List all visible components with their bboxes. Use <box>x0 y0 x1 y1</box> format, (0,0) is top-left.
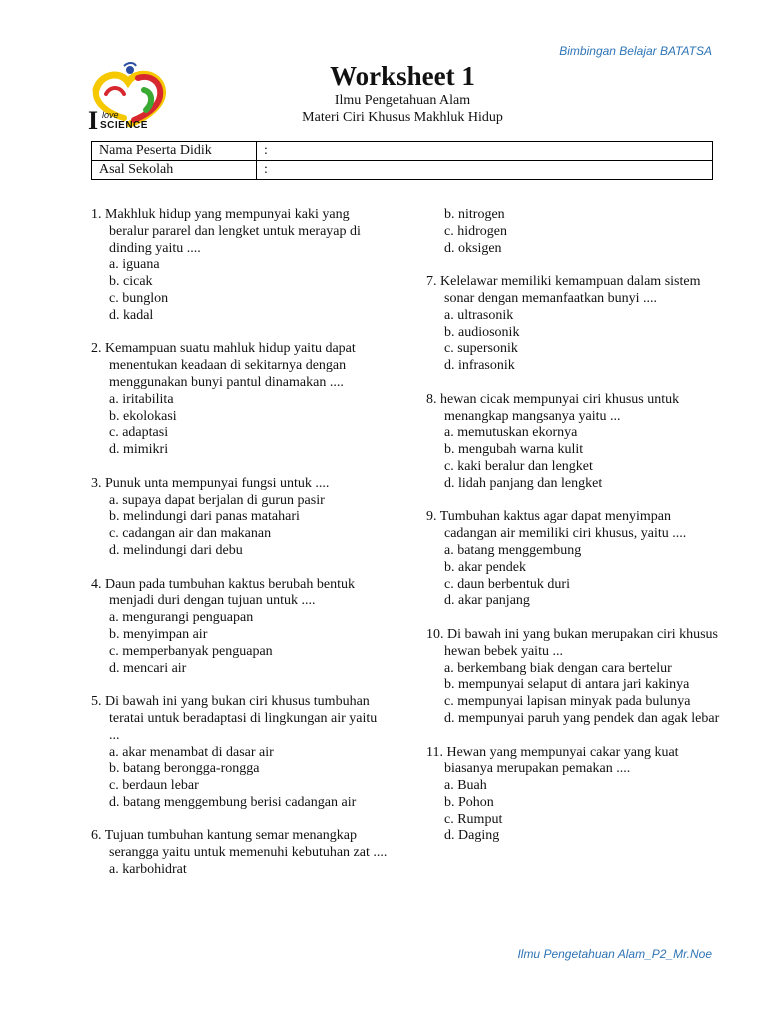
answer-option: d. oksigen <box>444 240 502 256</box>
question-6-continued <box>426 207 726 257</box>
answer-option: b. menyimpan air <box>109 626 208 642</box>
info-value-field[interactable]: : <box>257 161 713 180</box>
header-note: Bimbingan Belajar BATATSA <box>559 44 712 58</box>
question-10 <box>426 627 726 728</box>
subject-subtitle: Ilmu Pengetahuan Alam <box>334 93 471 108</box>
answer-option: c. adaptasi <box>109 425 169 441</box>
answer-option: d. kadal <box>109 307 154 323</box>
answer-option: a. akar menambat di dasar air <box>109 744 274 760</box>
answer-option: c. cadangan air dan makanan <box>109 526 272 542</box>
question-text: 9. Tumbuhan kaktus agar dapat menyimpan cadangan air memiliki ciri khusus, yaitu .... <box>426 509 687 542</box>
answer-option: b. audiosonik <box>444 324 520 340</box>
question-4 <box>91 577 391 678</box>
answer-option: b. ekolokasi <box>109 408 177 424</box>
answer-option: b. akar pendek <box>444 559 527 575</box>
question-6 <box>91 828 391 878</box>
logo-letter: I <box>88 106 99 135</box>
question-5 <box>91 694 391 812</box>
answer-option: d. batang menggembung berisi cadangan air <box>109 794 357 810</box>
answer-option: b. melindungi dari panas matahari <box>109 509 300 525</box>
title-block <box>0 60 768 126</box>
answer-option: b. batang berongga-rongga <box>109 761 260 777</box>
answer-option: d. lidah panjang dan lengket <box>444 475 603 491</box>
logo-science-text: SCIENCE <box>100 120 148 131</box>
info-row-school <box>92 161 713 180</box>
question-text: 7. Kelelawar memiliki kemampuan dalam sistem sonar dengan memanfaatkan bunyi .... <box>426 274 701 306</box>
question-text: 10. Di bawah ini yang bukan merupakan ciri khusus hewan bebek yaitu ... <box>426 626 718 659</box>
info-label: Asal Sekolah <box>92 161 257 180</box>
answer-option: b. Pohon <box>444 794 494 810</box>
answer-option: a. iguana <box>109 257 160 273</box>
answer-option: a. berkembang biak dengan cara bertelur <box>444 660 672 676</box>
info-value-field[interactable]: : <box>257 142 713 161</box>
question-text: 5. Di bawah ini yang bukan ciri khusus tumbuhan teratai untuk beradaptasi di lingkungan air yaitu ... <box>91 694 378 743</box>
questions-left-column <box>91 207 391 896</box>
answer-option: d. Daging <box>444 828 500 844</box>
topic-subtitle: Materi Ciri Khusus Makhluk Hidup <box>302 110 503 125</box>
answer-option: c. supersonik <box>444 341 518 357</box>
answer-option: b. mempunyai selaput di antara jari kakinya <box>444 677 690 693</box>
question-text: 4. Daun pada tumbuhan kaktus berubah bentuk menjadi duri dengan tujuan untuk .... <box>91 576 355 609</box>
answer-option: c. kaki beralur dan lengket <box>444 458 593 474</box>
answer-option: d. infrasonik <box>444 358 515 374</box>
question-text: 1. Makhluk hidup yang mempunyai kaki yang beralur pararel dan lengket untuk merayap di dinding yaitu .... <box>91 207 361 256</box>
answer-option: b. cicak <box>109 274 153 290</box>
answer-option: c. hidrogen <box>444 223 507 239</box>
answer-option: a. karbohidrat <box>109 862 187 878</box>
answer-option: a. batang menggembung <box>444 542 582 558</box>
footer-note: Ilmu Pengetahuan Alam_P2_Mr.Noe <box>517 947 712 961</box>
question-9 <box>426 509 726 610</box>
question-8 <box>426 392 726 493</box>
questions-right-column <box>426 207 726 862</box>
question-3 <box>91 476 391 560</box>
answer-option: d. akar panjang <box>444 593 530 609</box>
answer-option: a. supaya dapat berjalan di gurun pasir <box>109 492 325 508</box>
answer-option: b. nitrogen <box>444 207 505 222</box>
question-text: 8. hewan cicak mempunyai ciri khusus untuk menangkap mangsanya yaitu ... <box>426 391 680 424</box>
answer-option: a. Buah <box>444 778 487 794</box>
answer-option: d. mimikri <box>109 442 169 458</box>
answer-option: a. iritabilita <box>109 391 174 407</box>
question-2 <box>91 341 391 459</box>
answer-option: d. mencari air <box>109 660 187 676</box>
question-7 <box>426 274 726 375</box>
answer-option: a. ultrasonik <box>444 307 514 323</box>
answer-option: c. berdaun lebar <box>109 778 199 794</box>
answer-option: c. Rumput <box>444 811 503 827</box>
answer-option: c. bunglon <box>109 290 169 306</box>
question-text: 11. Hewan yang mempunyai cakar yang kuat biasanya merupakan pemakan .... <box>426 744 679 777</box>
question-text: 2. Kemampuan suatu mahluk hidup yaitu dapat menentukan keadaan di sekitarnya dengan menggunakan bunyi pantul dinamakan .... <box>91 341 356 390</box>
student-info-table <box>91 141 713 180</box>
page-title: Worksheet 1 <box>330 61 475 91</box>
answer-option: a. memutuskan ekornya <box>444 425 578 441</box>
question-text: 6. Tujuan tumbuhan kantung semar menangkap serangga yaitu untuk memenuhi kebutuhan zat .... <box>91 828 388 861</box>
answer-option: c. memperbanyak penguapan <box>109 643 273 659</box>
info-label: Nama Peserta Didik <box>92 142 257 161</box>
question-11 <box>426 745 726 846</box>
answer-option: d. melindungi dari debu <box>109 542 243 558</box>
answer-option: d. mempunyai paruh yang pendek dan agak lebar <box>444 710 720 726</box>
answer-option: a. mengurangi penguapan <box>109 610 254 626</box>
logo-love-text: love <box>102 110 119 120</box>
answer-option: c. daun berbentuk duri <box>444 576 570 592</box>
question-1 <box>91 207 391 325</box>
answer-option: b. mengubah warna kulit <box>444 442 584 458</box>
info-row-name <box>92 142 713 161</box>
question-text: 3. Punuk unta mempunyai fungsi untuk .... <box>91 475 330 491</box>
answer-option: c. mempunyai lapisan minyak pada bulunya <box>444 694 691 710</box>
